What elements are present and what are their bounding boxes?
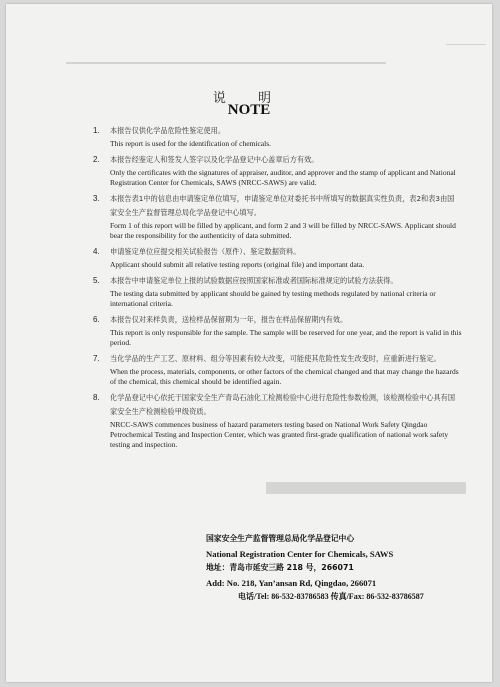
note-item	[6, 245, 492, 270]
note-number: 8.	[93, 393, 100, 402]
note-text-cn: 本报告中申请鉴定单位上报的试验数据应按照国家标准或者国际标准规定的试验方法获得。	[110, 276, 398, 285]
phone-fax: 电话/Tel: 86-532-83786583 传真/Fax: 86-532-83786587	[238, 592, 424, 601]
note-item	[6, 391, 492, 450]
note-text-en: The testing data submitted by applicant should be gained by testing methods regulated by national criteria or international criteria.	[110, 289, 436, 308]
note-number: 7.	[93, 354, 100, 363]
note-number: 2.	[93, 155, 100, 164]
note-text-en: Only the certificates with the signatures of appraiser, auditor, and approver and the stamp of applicant and National Registration Center for Chemicals, SAWS (NRCC-SAWS) are valid.	[110, 168, 456, 187]
note-number: 6.	[93, 315, 100, 324]
note-number: 4.	[93, 247, 100, 256]
scan-artifact-right	[446, 44, 486, 45]
note-text-en: This report is used for the identification of chemicals.	[110, 139, 271, 148]
note-item	[6, 124, 492, 149]
note-number: 1.	[93, 126, 100, 135]
note-text-en: NRCC-SAWS commences business of hazard parameters testing based on National Work Safety Qingdao Petrochemical Testing and Inspection Center, which was granted first-grade qualification of national work safety testing and inspection.	[110, 420, 449, 449]
address-cn: 地址：青岛市延安三路 218 号，266071	[206, 563, 354, 572]
note-item	[6, 192, 492, 241]
note-text-cn: 本报告仅供化学品危险性鉴定使用。	[110, 126, 226, 135]
note-text-cn: 当化学品的生产工艺、原材料、组分等因素有较大改变，可能使其危险性发生改变时，应重新进行鉴定。	[110, 354, 441, 363]
note-text-cn: 申请鉴定单位应提交相关试验报告（原件）、鉴定数据资料。	[110, 247, 301, 256]
org-name-en: National Registration Center for Chemicals, SAWS	[206, 548, 394, 559]
page-title-cn: 说 明	[212, 91, 286, 106]
faded-stamp-mark	[266, 474, 466, 504]
note-number: 5.	[93, 276, 100, 285]
note-text-cn: 本报告经鉴定人和签发人签字以及化学品登记中心盖章后方有效。	[110, 155, 319, 164]
note-item	[6, 153, 492, 188]
notes-list	[6, 124, 492, 454]
address-en: Add: No. 218, Yan’ansan Rd, Qingdao, 266071	[206, 577, 377, 588]
note-text-en: When the process, materials, components, or other factors of the chemical changed and that may change the hazards of the chemical, this chemical should be identified again.	[110, 367, 459, 386]
note-text-cn: 本报告仅对来样负责，送检样品保留期为一年，报告在样品保留期内有效。	[110, 315, 348, 324]
note-text-en: Form 1 of this report will be filled by applicant, and form 2 and 3 will be filled by NRCC-SAWS. Applicant should bear the responsibility for the authenticity of data submitted.	[110, 221, 456, 240]
page-title-en: NOTE	[227, 102, 271, 118]
note-text-cn: 化学品登记中心依托于国家安全生产青岛石油化工检测检验中心进行危险性参数检测，该检测检验中心具有国家安全生产检测检验甲级资质。	[110, 393, 456, 416]
note-text-cn: 本报告表1中的信息由申请鉴定单位填写，申请鉴定单位对委托书中所填写的数据真实性负责，表2和表3由国家安全生产监督管理总局化学品登记中心填写。	[110, 194, 455, 217]
contact-block	[206, 532, 491, 605]
note-item	[6, 313, 492, 348]
note-item	[6, 352, 492, 387]
note-text-en: Applicant should submit all relative testing reports (original file) and important data.	[110, 260, 365, 269]
scan-artifact-top	[66, 62, 386, 64]
note-number: 3.	[93, 194, 100, 203]
org-name-cn: 国家安全生产监督管理总局化学品登记中心	[206, 534, 355, 543]
note-item	[6, 274, 492, 309]
document-page	[6, 4, 492, 682]
note-text-en: This report is only responsible for the sample. The sample will be reserved for one year, and the report is valid in this period.	[110, 328, 462, 347]
